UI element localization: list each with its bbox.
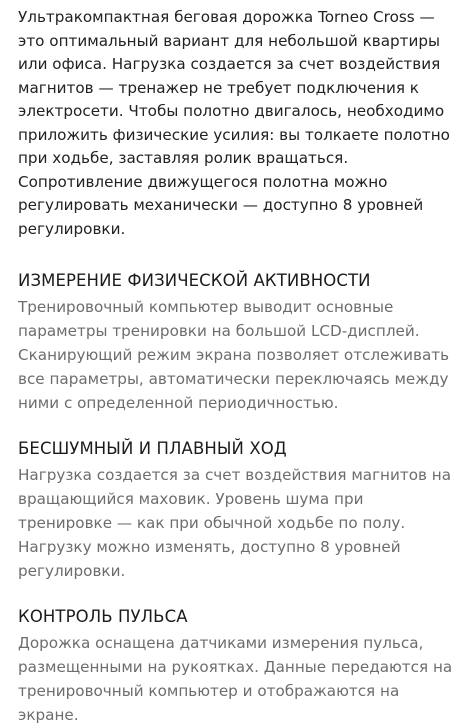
section-title: КОНТРОЛЬ ПУЛЬСА — [18, 607, 188, 626]
section-title: БЕСШУМНЫЙ И ПЛАВНЫЙ ХОД — [18, 439, 287, 458]
section-silent-smooth-running — [18, 437, 458, 583]
section-text: Дорожка оснащена датчиками измерения пульса, размещенными на рукоятках. Данные передаются на тренировочный компьютер и отображаются на экране. — [18, 634, 453, 724]
section-text: Тренировочный компьютер выводит основные параметры тренировки на большой LCD-дисплей. Сканирующий режим экрана позволяет отслеживать все параметры, автоматически переключаясь между ними с определенной периодичностью. — [18, 298, 450, 412]
section-title: ИЗМЕРЕНИЕ ФИЗИЧЕСКОЙ АКТИВНОСТИ — [18, 271, 371, 290]
intro-paragraph: Ультракомпактная беговая дорожка Torneo Cross — это оптимальный вариант для небольшой квартиры или офиса. Нагрузка создается за счет воздействия магнитов — тренажер не требует подключения к электросети. Чтобы полотно двигалось, необходимо приложить физические усилия: вы толкаете полотно при ходьбе, заставляя ролик вращаться. Сопротивление движущегося полотна можно регулировать механически — доступно 8 уровней регулировки. — [18, 8, 450, 238]
product-description — [18, 6, 458, 727]
section-text: Нагрузка создается за счет воздействия магнитов на вращающийся маховик. Уровень шума при тренировке — как при обычной ходьбе по полу. Нагрузку можно изменять, доступно 8 уровней регулировки. — [18, 466, 452, 580]
section-activity-measurement — [18, 269, 458, 415]
section-pulse-control — [18, 605, 458, 727]
